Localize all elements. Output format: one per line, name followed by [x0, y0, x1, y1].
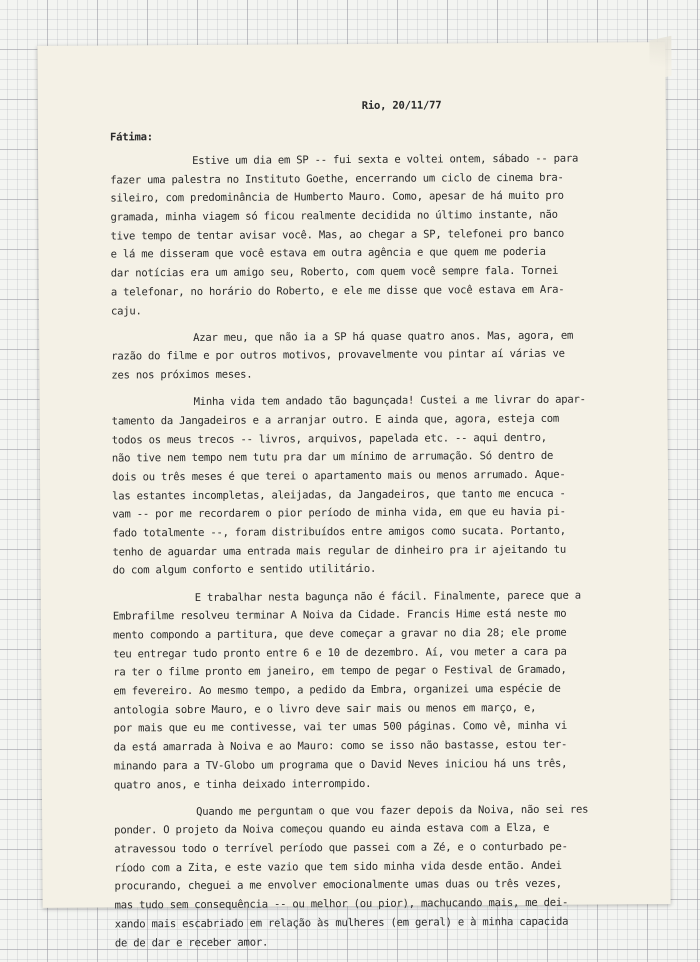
- letter-line: procurando, cheguei a me envolver emocionalmente umas duas ou três vezes,: [114, 878, 562, 893]
- letter-paragraph: [111, 326, 647, 385]
- letter-line: E trabalhar nesta bagunça não é fácil. Finalmente, parece que a: [194, 589, 581, 604]
- letter-line: atravessou todo o terrível período que passei com a Zé, e o conturbado pe-: [114, 840, 568, 856]
- letter-line: gramada, minha viagem só ficou realmente decidida no último instante, não: [110, 208, 558, 224]
- letter-line: Minha vida tem andado tão bagunçada! Custei a me livrar do apar-: [193, 393, 586, 409]
- letter-line: mento compondo a partitura, que deve começar a gravar no dia 28; ele prome: [112, 626, 567, 642]
- letter-line: da está amarrada à Noiva e ao Mauro: como se isso não bastasse, estou ter-: [113, 738, 568, 754]
- letter-line: Quando me perguntam o que vou fazer depois da Noiva, não sei res: [196, 803, 589, 818]
- letter-line: não tive nem tempo nem tutu pra dar um mínimo de arrumação. Só dentro de: [111, 450, 554, 465]
- letter-line: dois ou três meses é que terei o apartamento mais ou menos arrumado. Aque-: [111, 468, 566, 484]
- letter-line: por mais que eu me contivesse, vai ter umas 500 páginas. Como vê, minha vi: [113, 720, 568, 735]
- letter-line: ponder. O projeto da Noiva começou quando eu ainda estava com a Elza, e: [114, 822, 550, 837]
- letter-line: razão do filme e por outros motivos, provavelmente vou pintar aí várias ve: [111, 348, 565, 363]
- letter-line: minando para a TV-Globo um programa que o David Neves iniciou há uns três,: [113, 757, 568, 773]
- letter-line: antologia sobre Mauro, e o livro deve sair mais ou menos em março, e,: [113, 701, 537, 717]
- letter-line: tenho de aguardar uma entrada mais regular de dinheiro pra ir ajeitando tu: [112, 543, 566, 559]
- letter-line: todos os meus trecos -- livros, arquivos, papelada etc. -- aqui dentro,: [111, 431, 547, 447]
- letter-line: Estive um dia em SP -- fui sexta e voltei ontem, sábado -- para: [192, 152, 579, 167]
- letter-line: xando mais escabriado em relação às mulheres (em geral) e à minha capacida: [114, 915, 569, 931]
- letter-line: quatro anos, e tinha deixado interrompido.: [113, 777, 372, 791]
- letter-paragraph: [114, 800, 651, 953]
- letter-line: caju.: [110, 304, 142, 317]
- letter-line: e lá me disseram que você estava em outra agência e que quem me poderia: [110, 246, 546, 261]
- letter-line: tive tempo de tentar avisar você. Mas, ao chegar a SP, telefonei pro banco: [110, 227, 565, 243]
- letter-paragraph: [113, 586, 650, 795]
- letter-line: mas tudo sem consequência -- ou melhor (ou pior), machucando mais, me dei-: [114, 896, 569, 912]
- letter-body: [110, 149, 651, 961]
- letter-line: tamento da Jangadeiros e a arranjar outro. E ainda que, agora, esteja com: [111, 412, 560, 428]
- letter-line: fado totalmente --, foram distribuídos entre amigos como sucata. Portanto,: [112, 524, 566, 540]
- letter-dateline: Rio, 20/11/77: [361, 99, 442, 112]
- letter-line: vam -- por me recordarem o pior período de minha vida, em que eu havia pi-: [112, 506, 566, 521]
- letter-line: fazer uma palestra no Instituto Goethe, encerrando um ciclo de cinema bra-: [110, 171, 564, 187]
- letter-line: Azar meu, que não ia a SP há quase quatro anos. Mas, agora, em: [193, 329, 574, 344]
- letter-line: do com algum conforto e sentido utilitário.: [112, 563, 377, 577]
- letter-line: de de dar e receber amor.: [114, 936, 269, 949]
- letter-page: [37, 42, 670, 949]
- letter-line: em fevereiro. Ao mesmo tempo, a pedido da Embra, organizei uma espécie de: [113, 682, 561, 698]
- letter-line: a telefonar, no horário do Roberto, e ele me disse que você estava em Ara-: [110, 283, 565, 299]
- letter-line: zes nos próximos meses.: [111, 368, 253, 382]
- letter-line: las estantes incompletas, aleijadas, da Jangadeiros, que tanto me encuca -: [112, 487, 566, 503]
- letter-line: teu entregar tudo pronto entre 6 e 10 de dezembro. Aí, vou meter a cara pa: [113, 645, 567, 661]
- letter-paragraph: [111, 390, 648, 580]
- letter-paragraph: [110, 149, 647, 320]
- letter-line: Embrafilme resolveu terminar A Noiva da Cidade. Francis Hime está neste mo: [112, 608, 567, 623]
- letter-line: ra ter o filme pronto em janeiro, em tempo de pegar o Festival de Gramado,: [113, 664, 567, 679]
- letter-salutation: Fátima:: [109, 131, 153, 144]
- letter-line: sileiro, com predominância de Humberto Mauro. Como, apesar de há muito pro: [110, 190, 564, 205]
- letter-line: dar notícias era um amigo seu, Roberto, com quem você sempre fala. Tornei: [110, 264, 559, 280]
- letter-line: ríodo com a Zita, e este vazio que tem sido minha vida desde então. Andei: [114, 859, 562, 875]
